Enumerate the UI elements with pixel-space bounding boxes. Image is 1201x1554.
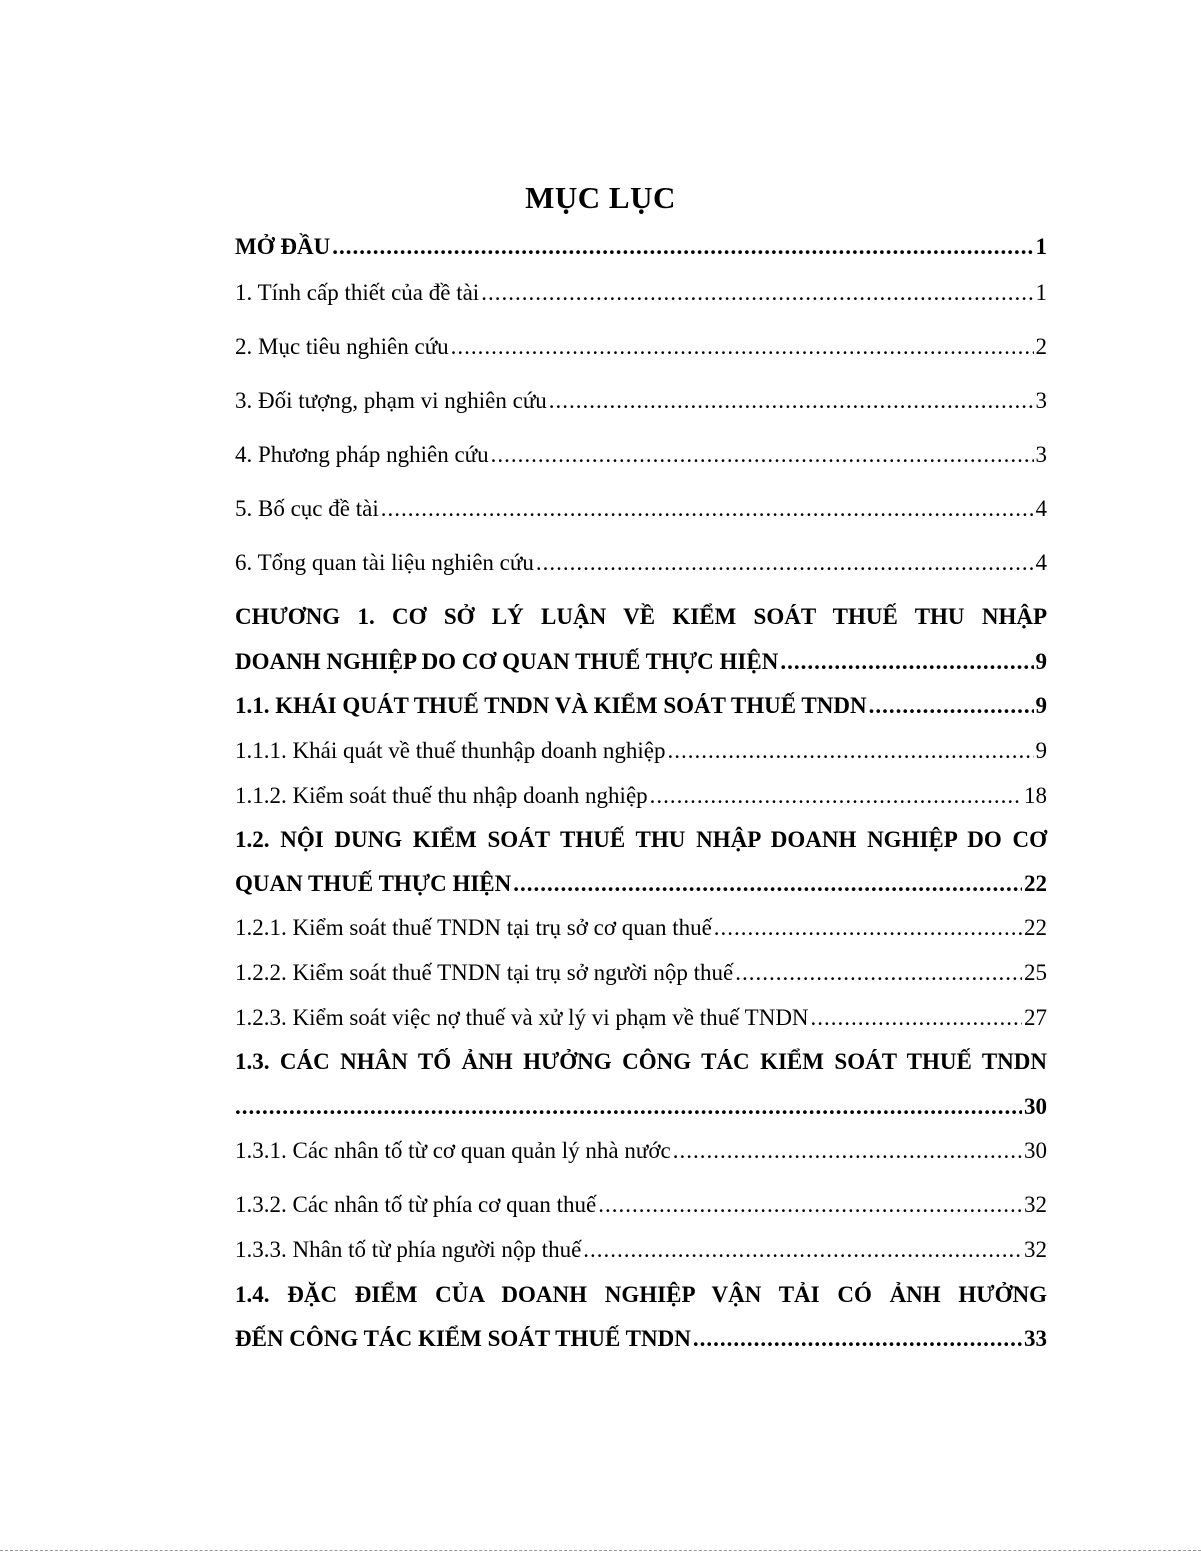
toc-entry-page: 27 — [1024, 1005, 1047, 1030]
toc-entry-page: 30 — [1024, 1138, 1047, 1163]
toc-entry-label: 1.1.1. Khái quát về thuế thunhập doanh nghiệp — [235, 738, 666, 763]
toc-entry[interactable] — [235, 1136, 1047, 1166]
toc-entry-page: 1 — [1035, 280, 1047, 305]
toc-entry-section[interactable] — [235, 1280, 1047, 1310]
toc-entry-page: 18 — [1024, 783, 1047, 808]
toc-entry[interactable] — [235, 232, 1047, 262]
toc-entry[interactable] — [235, 647, 1047, 677]
dot-leader — [780, 647, 1033, 677]
toc-entry-page: 4 — [1035, 550, 1047, 575]
toc-entry-page: 2 — [1035, 334, 1047, 359]
toc-entry-label: DOANH NGHIỆP DO CƠ QUAN THUẾ THỰC HIỆN — [235, 649, 779, 674]
dot-leader — [381, 494, 1034, 524]
toc-entry[interactable] — [235, 869, 1047, 899]
toc-entry-page: 4 — [1035, 496, 1047, 521]
toc-entry-page: 30 — [1024, 1094, 1047, 1119]
toc-entry-label: 1.3.1. Các nhân tố từ cơ quan quản lý nhà nước — [235, 1138, 671, 1163]
dot-leader — [598, 1190, 1022, 1220]
toc-entry[interactable] — [235, 332, 1047, 362]
toc-entry-section[interactable] — [235, 1047, 1047, 1077]
toc-entry-label: 1.2.3. Kiểm soát việc nợ thuế và xử lý vi phạm về thuế TNDN — [235, 1005, 809, 1030]
dot-leader — [693, 1324, 1022, 1354]
toc-entry-page: 22 — [1024, 871, 1047, 896]
toc-entry[interactable] — [235, 691, 1047, 721]
toc-entry-page: 3 — [1035, 388, 1047, 413]
toc-entry[interactable] — [235, 736, 1047, 766]
toc-entry[interactable] — [235, 494, 1047, 524]
toc-entry[interactable] — [235, 958, 1047, 988]
toc-entry[interactable] — [235, 1235, 1047, 1265]
toc-entry-label: 1. Tính cấp thiết của đề tài — [235, 280, 480, 305]
toc-entry-page: 32 — [1024, 1192, 1047, 1217]
toc-entry[interactable] — [235, 440, 1047, 470]
page-bottom-rule — [0, 1550, 1201, 1552]
toc-entry-label: QUAN THUẾ THỰC HIỆN — [235, 871, 512, 896]
toc-entry-label: 6. Tổng quan tài liệu nghiên cứu — [235, 550, 534, 575]
toc-entry-label-line1: 1.4. ĐẶC ĐIỂM CỦA DOANH NGHIỆP VẬN TẢI CÓ ẢNH HƯỞNG — [235, 1282, 1047, 1307]
toc-entry[interactable] — [235, 1324, 1047, 1354]
dot-leader — [869, 691, 1034, 721]
toc-entry-chapter[interactable] — [235, 602, 1047, 632]
toc-entry-label: 4. Phương pháp nghiên cứu — [235, 442, 489, 467]
toc-entry-page: 3 — [1035, 442, 1047, 467]
toc-entry[interactable] — [235, 913, 1047, 943]
dot-leader — [235, 1092, 1022, 1122]
toc-entry-label: 1.1.2. Kiểm soát thuế thu nhập doanh nghiệp — [235, 783, 648, 808]
toc-entry-label: 2. Mục tiêu nghiên cứu — [235, 334, 449, 359]
toc-entry-label: ĐẾN CÔNG TÁC KIỂM SOÁT THUẾ TNDN — [235, 1326, 691, 1351]
toc-entry-label: 5. Bố cục đề tài — [235, 496, 379, 521]
toc-entry-page: 1 — [1035, 234, 1047, 259]
dot-leader — [583, 1235, 1022, 1265]
toc-entry-label-line1: 1.3. CÁC NHÂN TỐ ẢNH HƯỞNG CÔNG TÁC KIỂM SOÁT THUẾ TNDN — [235, 1049, 1047, 1074]
toc-entry-page: 9 — [1035, 693, 1047, 718]
dot-leader — [332, 232, 1033, 262]
toc-entry-label: 3. Đối tượng, phạm vi nghiên cứu — [235, 388, 547, 413]
toc-entry[interactable] — [235, 1092, 1047, 1122]
toc-entry-page: 9 — [1035, 649, 1047, 674]
dot-leader — [673, 1136, 1022, 1166]
toc-entry-page: 33 — [1024, 1326, 1047, 1351]
toc-entry-label: 1.2.2. Kiểm soát thuế TNDN tại trụ sở người nộp thuế — [235, 960, 734, 985]
toc-entry-label: 1.3.3. Nhân tố từ phía người nộp thuế — [235, 1237, 582, 1262]
toc-entry-label-line1: CHƯƠNG 1. CƠ SỞ LÝ LUẬN VỀ KIỂM SOÁT THUẾ THU NHẬP — [235, 604, 1047, 629]
dot-leader — [668, 736, 1034, 766]
toc-entry-label: 1.1. KHÁI QUÁT THUẾ TNDN VÀ KIỂM SOÁT THUẾ TNDN — [235, 693, 867, 718]
dot-leader — [650, 781, 1022, 811]
dot-leader — [549, 386, 1034, 416]
toc-entry[interactable] — [235, 386, 1047, 416]
toc-entry[interactable] — [235, 548, 1047, 578]
toc-entry[interactable] — [235, 278, 1047, 308]
toc-entry-page: 22 — [1024, 915, 1047, 940]
toc-entry-page: 32 — [1024, 1237, 1047, 1262]
toc-entry-label: 1.3.2. Các nhân tố từ phía cơ quan thuế — [235, 1192, 597, 1217]
toc-entry-label-line1: 1.2. NỘI DUNG KIỂM SOÁT THUẾ THU NHẬP DOANH NGHIỆP DO CƠ — [235, 827, 1047, 852]
toc-entry-page: 9 — [1035, 738, 1047, 763]
toc-title: MỤC LỤC — [525, 180, 676, 215]
toc-entry-section[interactable] — [235, 825, 1047, 855]
dot-leader — [536, 548, 1034, 578]
toc-entry[interactable] — [235, 1190, 1047, 1220]
dot-leader — [513, 869, 1022, 899]
toc-entry-page: 25 — [1024, 960, 1047, 985]
toc-entry[interactable] — [235, 1003, 1047, 1033]
dot-leader — [491, 440, 1034, 470]
dot-leader — [735, 958, 1022, 988]
dot-leader — [811, 1003, 1022, 1033]
toc-entry-label: 1.2.1. Kiểm soát thuế TNDN tại trụ sở cơ quan thuế — [235, 915, 712, 940]
dot-leader — [481, 278, 1033, 308]
dot-leader — [714, 913, 1022, 943]
toc-entry[interactable] — [235, 781, 1047, 811]
toc-entry-label: MỞ ĐẦU — [235, 234, 331, 259]
dot-leader — [451, 332, 1034, 362]
